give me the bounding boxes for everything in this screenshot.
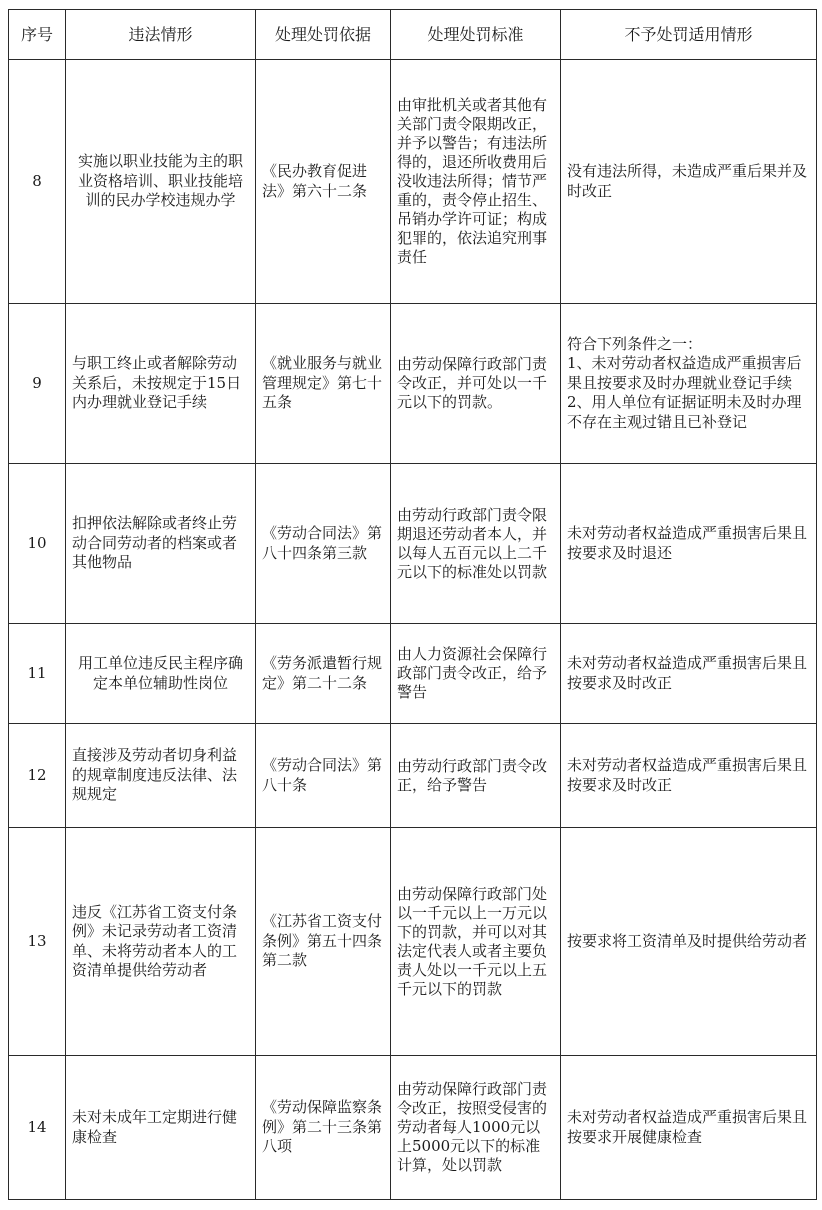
exemption-cell: 符合下列条件之一： 1、未对劳动者权益造成严重损害后果且按要求及时办理就业登记手续 2、用人单位有证据证明未及时办理不存在主观过错且已补登记 (561, 304, 817, 464)
row-number: 14 (9, 1056, 66, 1200)
header-no: 序号 (9, 10, 66, 60)
basis-cell: 《就业服务与就业管理规定》第七十五条 (256, 304, 391, 464)
row-number: 9 (9, 304, 66, 464)
table-row (9, 724, 817, 828)
standard-cell: 由劳动行政部门责令限期退还劳动者本人，并以每人五百元以上二千元以下的标准处以罚款 (391, 464, 561, 624)
table-row (9, 464, 817, 624)
exemption-cell: 未对劳动者权益造成严重损害后果且按要求开展健康检查 (561, 1056, 817, 1200)
standard-cell: 由劳动保障行政部门责令改正，按照受侵害的劳动者每人1000元以上5000元以下的标准计算，处以罚款 (391, 1056, 561, 1200)
basis-cell: 《民办教育促进法》第六十二条 (256, 60, 391, 304)
exemption-cell: 未对劳动者权益造成严重损害后果且按要求及时改正 (561, 724, 817, 828)
standard-cell: 由劳动保障行政部门责令改正，并可处以一千元以下的罚款。 (391, 304, 561, 464)
standard-cell: 由劳动保障行政部门处以一千元以上一万元以下的罚款，并可以对其法定代表人或者主要负责人处以一千元以上五千元以下的罚款 (391, 828, 561, 1056)
row-number: 12 (9, 724, 66, 828)
table-row (9, 828, 817, 1056)
header-exemption: 不予处罚适用情形 (561, 10, 817, 60)
exemption-cell: 未对劳动者权益造成严重损害后果且按要求及时退还 (561, 464, 817, 624)
table-row (9, 1056, 817, 1200)
violation-cell: 违反《江苏省工资支付条例》未记录劳动者工资清单、未将劳动者本人的工资清单提供给劳动者 (66, 828, 256, 1056)
row-number: 10 (9, 464, 66, 624)
violation-cell: 扣押依法解除或者终止劳动合同劳动者的档案或者其他物品 (66, 464, 256, 624)
basis-cell: 《劳务派遣暂行规定》第二十二条 (256, 624, 391, 724)
header-row (9, 10, 817, 60)
row-number: 13 (9, 828, 66, 1056)
basis-cell: 《劳动保障监察条例》第二十三条第八项 (256, 1056, 391, 1200)
penalty-exemption-table (8, 9, 817, 1200)
exemption-cell: 未对劳动者权益造成严重损害后果且按要求及时改正 (561, 624, 817, 724)
violation-cell: 用工单位违反民主程序确定本单位辅助性岗位 (66, 624, 256, 724)
header-violation: 违法情形 (66, 10, 256, 60)
standard-cell: 由审批机关或者其他有关部门责令限期改正，并予以警告；有违法所得的，退还所收费用后没收违法所得；情节严重的，责令停止招生、吊销办学许可证；构成犯罪的，依法追究刑事责任 (391, 60, 561, 304)
violation-cell: 与职工终止或者解除劳动关系后，未按规定于15日内办理就业登记手续 (66, 304, 256, 464)
exemption-cell: 没有违法所得，未造成严重后果并及时改正 (561, 60, 817, 304)
table-row (9, 624, 817, 724)
basis-cell: 《劳动合同法》第八十条 (256, 724, 391, 828)
header-basis: 处理处罚依据 (256, 10, 391, 60)
table-row (9, 60, 817, 304)
basis-cell: 《劳动合同法》第八十四条第三款 (256, 464, 391, 624)
row-number: 11 (9, 624, 66, 724)
table-row (9, 304, 817, 464)
standard-cell: 由人力资源社会保障行政部门责令改正，给予警告 (391, 624, 561, 724)
violation-cell: 直接涉及劳动者切身利益的规章制度违反法律、法规规定 (66, 724, 256, 828)
violation-cell: 未对未成年工定期进行健康检查 (66, 1056, 256, 1200)
basis-cell: 《江苏省工资支付条例》第五十四条第二款 (256, 828, 391, 1056)
header-standard: 处理处罚标准 (391, 10, 561, 60)
standard-cell: 由劳动行政部门责令改正，给予警告 (391, 724, 561, 828)
exemption-cell: 按要求将工资清单及时提供给劳动者 (561, 828, 817, 1056)
row-number: 8 (9, 60, 66, 304)
violation-cell: 实施以职业技能为主的职业资格培训、职业技能培训的民办学校违规办学 (66, 60, 256, 304)
